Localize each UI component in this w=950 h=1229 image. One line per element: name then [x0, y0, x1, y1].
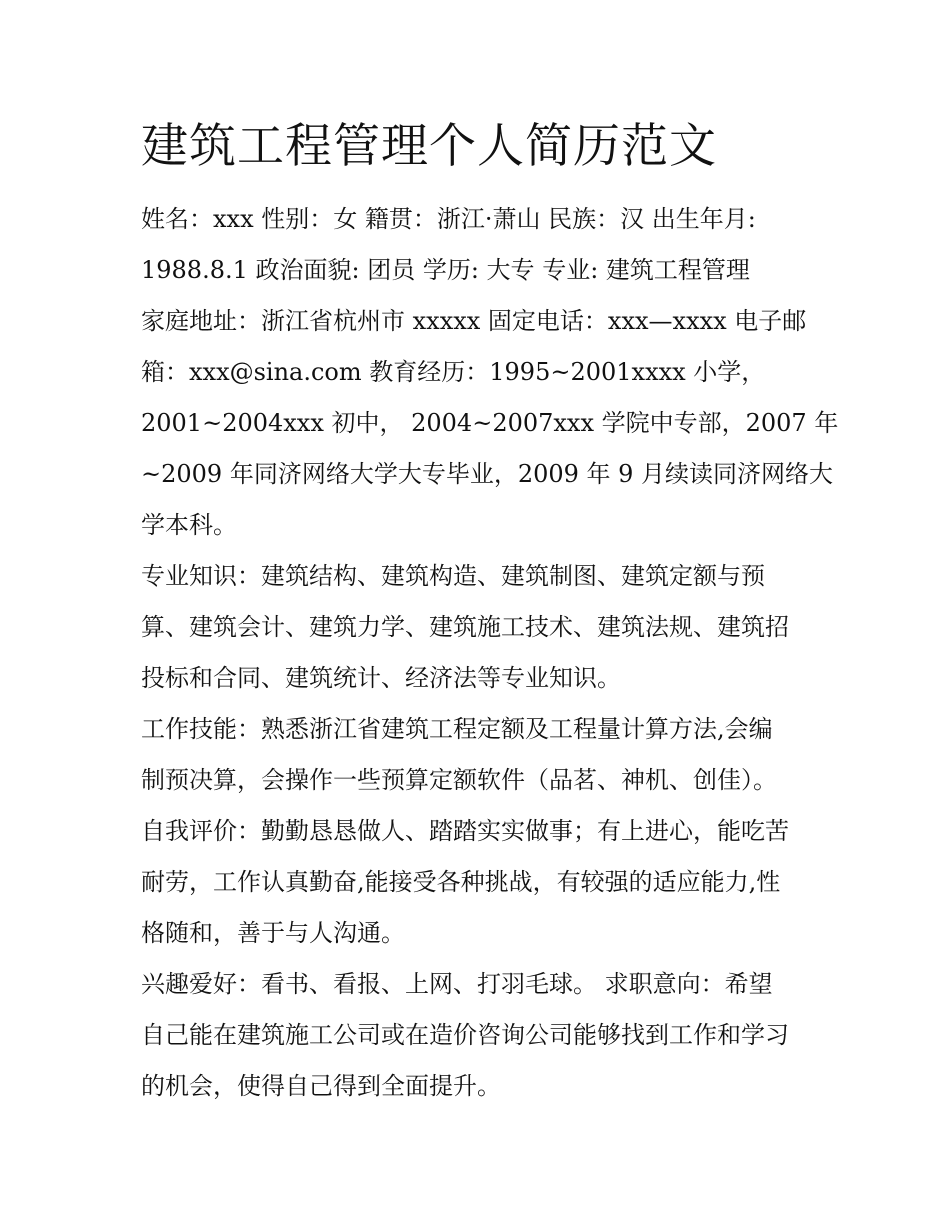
text-line: 工作技能：熟悉浙江省建筑工程定额及工程量计算方法,会编 — [141, 715, 773, 743]
paragraph-work-skills — [141, 704, 821, 806]
text-line: 投标和合同、建筑统计、经济法等专业知识。 — [141, 664, 621, 692]
text-line: 算、建筑会计、建筑力学、建筑施工技术、建筑法规、建筑招 — [141, 613, 789, 641]
text-line: 兴趣爱好：看书、看报、上网、打羽毛球。 求职意向：希望 — [141, 970, 773, 998]
paragraph-contact-education — [141, 296, 839, 551]
paragraph-personal-info — [141, 194, 821, 296]
text-line: 家庭地址：浙江省杭州市 xxxxx 固定电话：xxx—xxxx 电子邮 — [141, 307, 807, 335]
paragraph-professional-knowledge — [141, 551, 821, 704]
text-line: 耐劳，工作认真勤奋,能接受各种挑战，有较强的适应能力,性 — [141, 868, 781, 896]
paragraph-self-evaluation — [141, 806, 821, 959]
text-line: 1988.8.1 政治面貌: 团员 学历: 大专 专业: 建筑工程管理 — [141, 256, 750, 284]
document-title: 建筑工程管理个人简历范文 — [141, 119, 717, 174]
document-content — [141, 108, 839, 1112]
text-line: 制预决算，会操作一些预算定额软件（品茗、神机、创佳）。 — [141, 766, 777, 794]
text-line: 学本科。 — [141, 511, 237, 539]
text-line: 格随和，善于与人沟通。 — [141, 919, 405, 947]
text-line: 的机会，使得自己得到全面提升。 — [141, 1072, 501, 1100]
text-line: 箱：xxx@sina.com 教育经历：1995~2001xxxx 小学， — [141, 358, 766, 386]
text-line: 自我评价：勤勤恳恳做人、踏踏实实做事；有上进心，能吃苦 — [141, 817, 789, 845]
text-line: 2001~2004xxx 初中， 2004~2007xxx 学院中专部，2007 年 — [141, 409, 839, 437]
text-line: 自己能在建筑施工公司或在造价咨询公司能够找到工作和学习 — [141, 1021, 789, 1049]
text-line: ~2009 年同济网络大学大专毕业，2009 年 9 月续读同济网络大 — [141, 460, 834, 488]
text-line: 姓名：xxx 性别：女 籍贯：浙江·萧山 民族：汉 出生年月: — [141, 205, 756, 233]
paragraph-hobbies-objective — [141, 959, 821, 1112]
text-line: 专业知识：建筑结构、建筑构造、建筑制图、建筑定额与预 — [141, 562, 765, 590]
